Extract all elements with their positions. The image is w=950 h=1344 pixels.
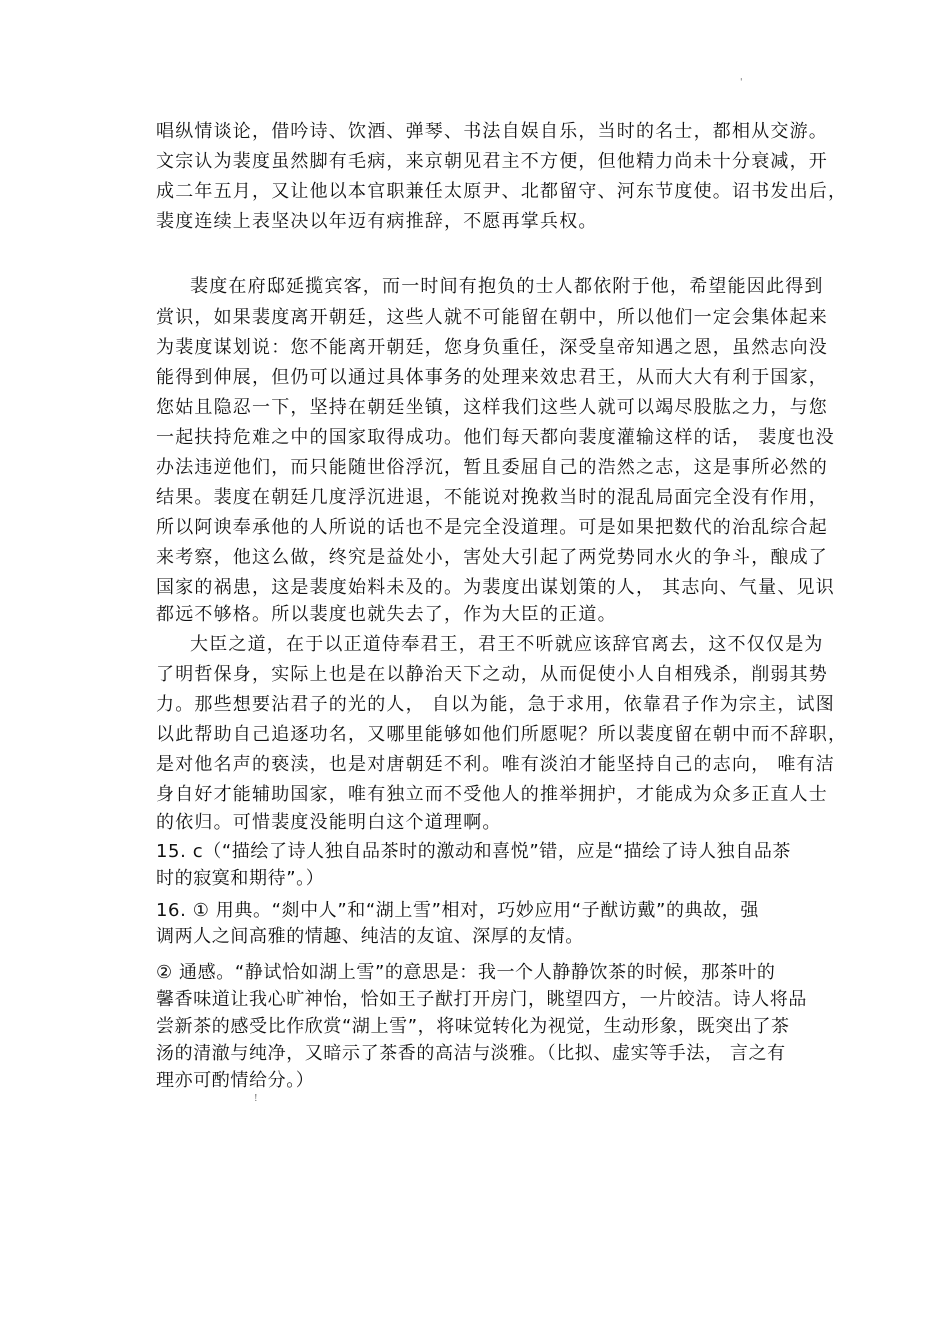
text-line: 裴度在府邸延揽宾客，而一时间有抱负的士人都依附于他，希望能因此得到 xyxy=(190,276,824,297)
text-line: 赏识，如果裴度离开朝廷，这些人就不可能留在朝中，所以他们一定会集体起来 xyxy=(156,307,828,328)
text-line: 唱纵情谈论，借吟诗、饮酒、弹琴、书法自娱自乐，当时的名士，都相从交游。 xyxy=(156,121,828,142)
text-line: 所以阿谀奉承他的人所说的话也不是完全没道理。可是如果把数代的治乱综合起 xyxy=(156,517,828,538)
text-line: 的依归。可惜裴度没能明白这个道理啊。 xyxy=(156,812,502,833)
answer-16-line: 馨香味道让我心旷神怡，恰如王子猷打开房门，眺望四方，一片皎洁。诗人将品 xyxy=(156,989,807,1010)
text-line: 能得到伸展，但仍可以通过具体事务的处理来效忠君王，从而大大有利于国家， xyxy=(156,367,828,388)
answer-16-line: 尝新茶的感受比作欣赏“湖上雪”，将味觉转化为视觉，生动形象，既突出了茶 xyxy=(156,1016,790,1037)
text-line: 您姑且隐忍一下，坚持在朝廷坐镇，这样我们这些人就可以竭尽股肱之力，与您 xyxy=(156,397,828,418)
text-line: 了明哲保身，实际上也是在以静治天下之动，从而促使小人自相残杀，削弱其势 xyxy=(156,664,828,685)
answer-15-line: 时的寂寞和期待”。） xyxy=(156,868,325,889)
text-line: 为裴度谋划说：您不能离开朝廷，您身负重任，深受皇帝知遇之恩，虽然志向没 xyxy=(156,337,828,358)
text-line: 是对他名声的亵渎，也是对唐朝廷不利。唯有淡泊才能坚持自己的志向， 唯有洁 xyxy=(156,754,835,775)
text-line: 都远不够格。所以裴度也就失去了，作为大臣的正道。 xyxy=(156,604,617,625)
text-line: 身自好才能辅助国家，唯有独立而不受他人的推举拥护，才能成为众多正直人士 xyxy=(156,784,828,805)
text-line: 文宗认为裴度虽然脚有毛病，来京朝见君主不方便，但他精力尚未十分衰减，开 xyxy=(156,151,828,172)
text-line: 裴度连续上表坚决以年迈有病推辞，不愿再掌兵权。 xyxy=(156,211,598,232)
text-line: 办法违逆他们，而只能随世俗浮沉，暂且委屈自己的浩然之志，这是事所必然的 xyxy=(156,457,828,478)
answer-16-line: 汤的清澈与纯净，又暗示了茶香的高洁与淡雅。（比拟、虚实等手法， 言之有 xyxy=(156,1043,786,1064)
page-corner-mark: ' xyxy=(740,78,743,88)
answer-16-line: 16. ① 用典。“剡中人”和“湖上雪”相对，巧妙应用“子猷访戴”的典故，强 xyxy=(156,900,759,921)
page-bottom-mark: ! xyxy=(254,1094,258,1104)
answer-16-line: 理亦可酌情给分。） xyxy=(156,1070,315,1091)
text-line: 结果。裴度在朝廷几度浮沉进退，不能说对挽救当时的混乱局面完全没有作用， xyxy=(156,487,828,508)
text-line: 来考察，他这么做，终究是益处小，害处大引起了两党势同水火的争斗，酿成了 xyxy=(156,547,828,568)
text-line: 一起扶持危难之中的国家取得成功。他们每天都向裴度灌输这样的话， 裴度也没 xyxy=(156,427,835,448)
text-line: 国家的祸患，这是裴度始料未及的。为裴度出谋划策的人， 其志向、气量、见识 xyxy=(156,577,835,598)
text-line: 成二年五月，又让他以本官职兼任太原尹、北都留守、河东节度使。诏书发出后， xyxy=(156,181,848,202)
answer-16-line: ② 通感。“静试恰如湖上雪”的意思是：我一个人静静饮茶的时候，那茶叶的 xyxy=(156,962,776,983)
answer-16-line: 调两人之间高雅的情趣、纯洁的友谊、深厚的友情。 xyxy=(156,926,584,947)
text-line: 力。那些想要沾君子的光的人， 自以为能，急于求用，依靠君子作为宗主，试图 xyxy=(156,694,835,715)
text-line: 以此帮助自己追逐功名，又哪里能够如他们所愿呢？所以裴度留在朝中而不辞职， xyxy=(156,724,848,745)
answer-15-line: 15. c（“描绘了诗人独自品茶时的激动和喜悦”错，应是“描绘了诗人独自品茶 xyxy=(156,841,792,862)
text-line: 大臣之道，在于以正道侍奉君王，君王不听就应该辞官离去，这不仅仅是为 xyxy=(190,634,824,655)
